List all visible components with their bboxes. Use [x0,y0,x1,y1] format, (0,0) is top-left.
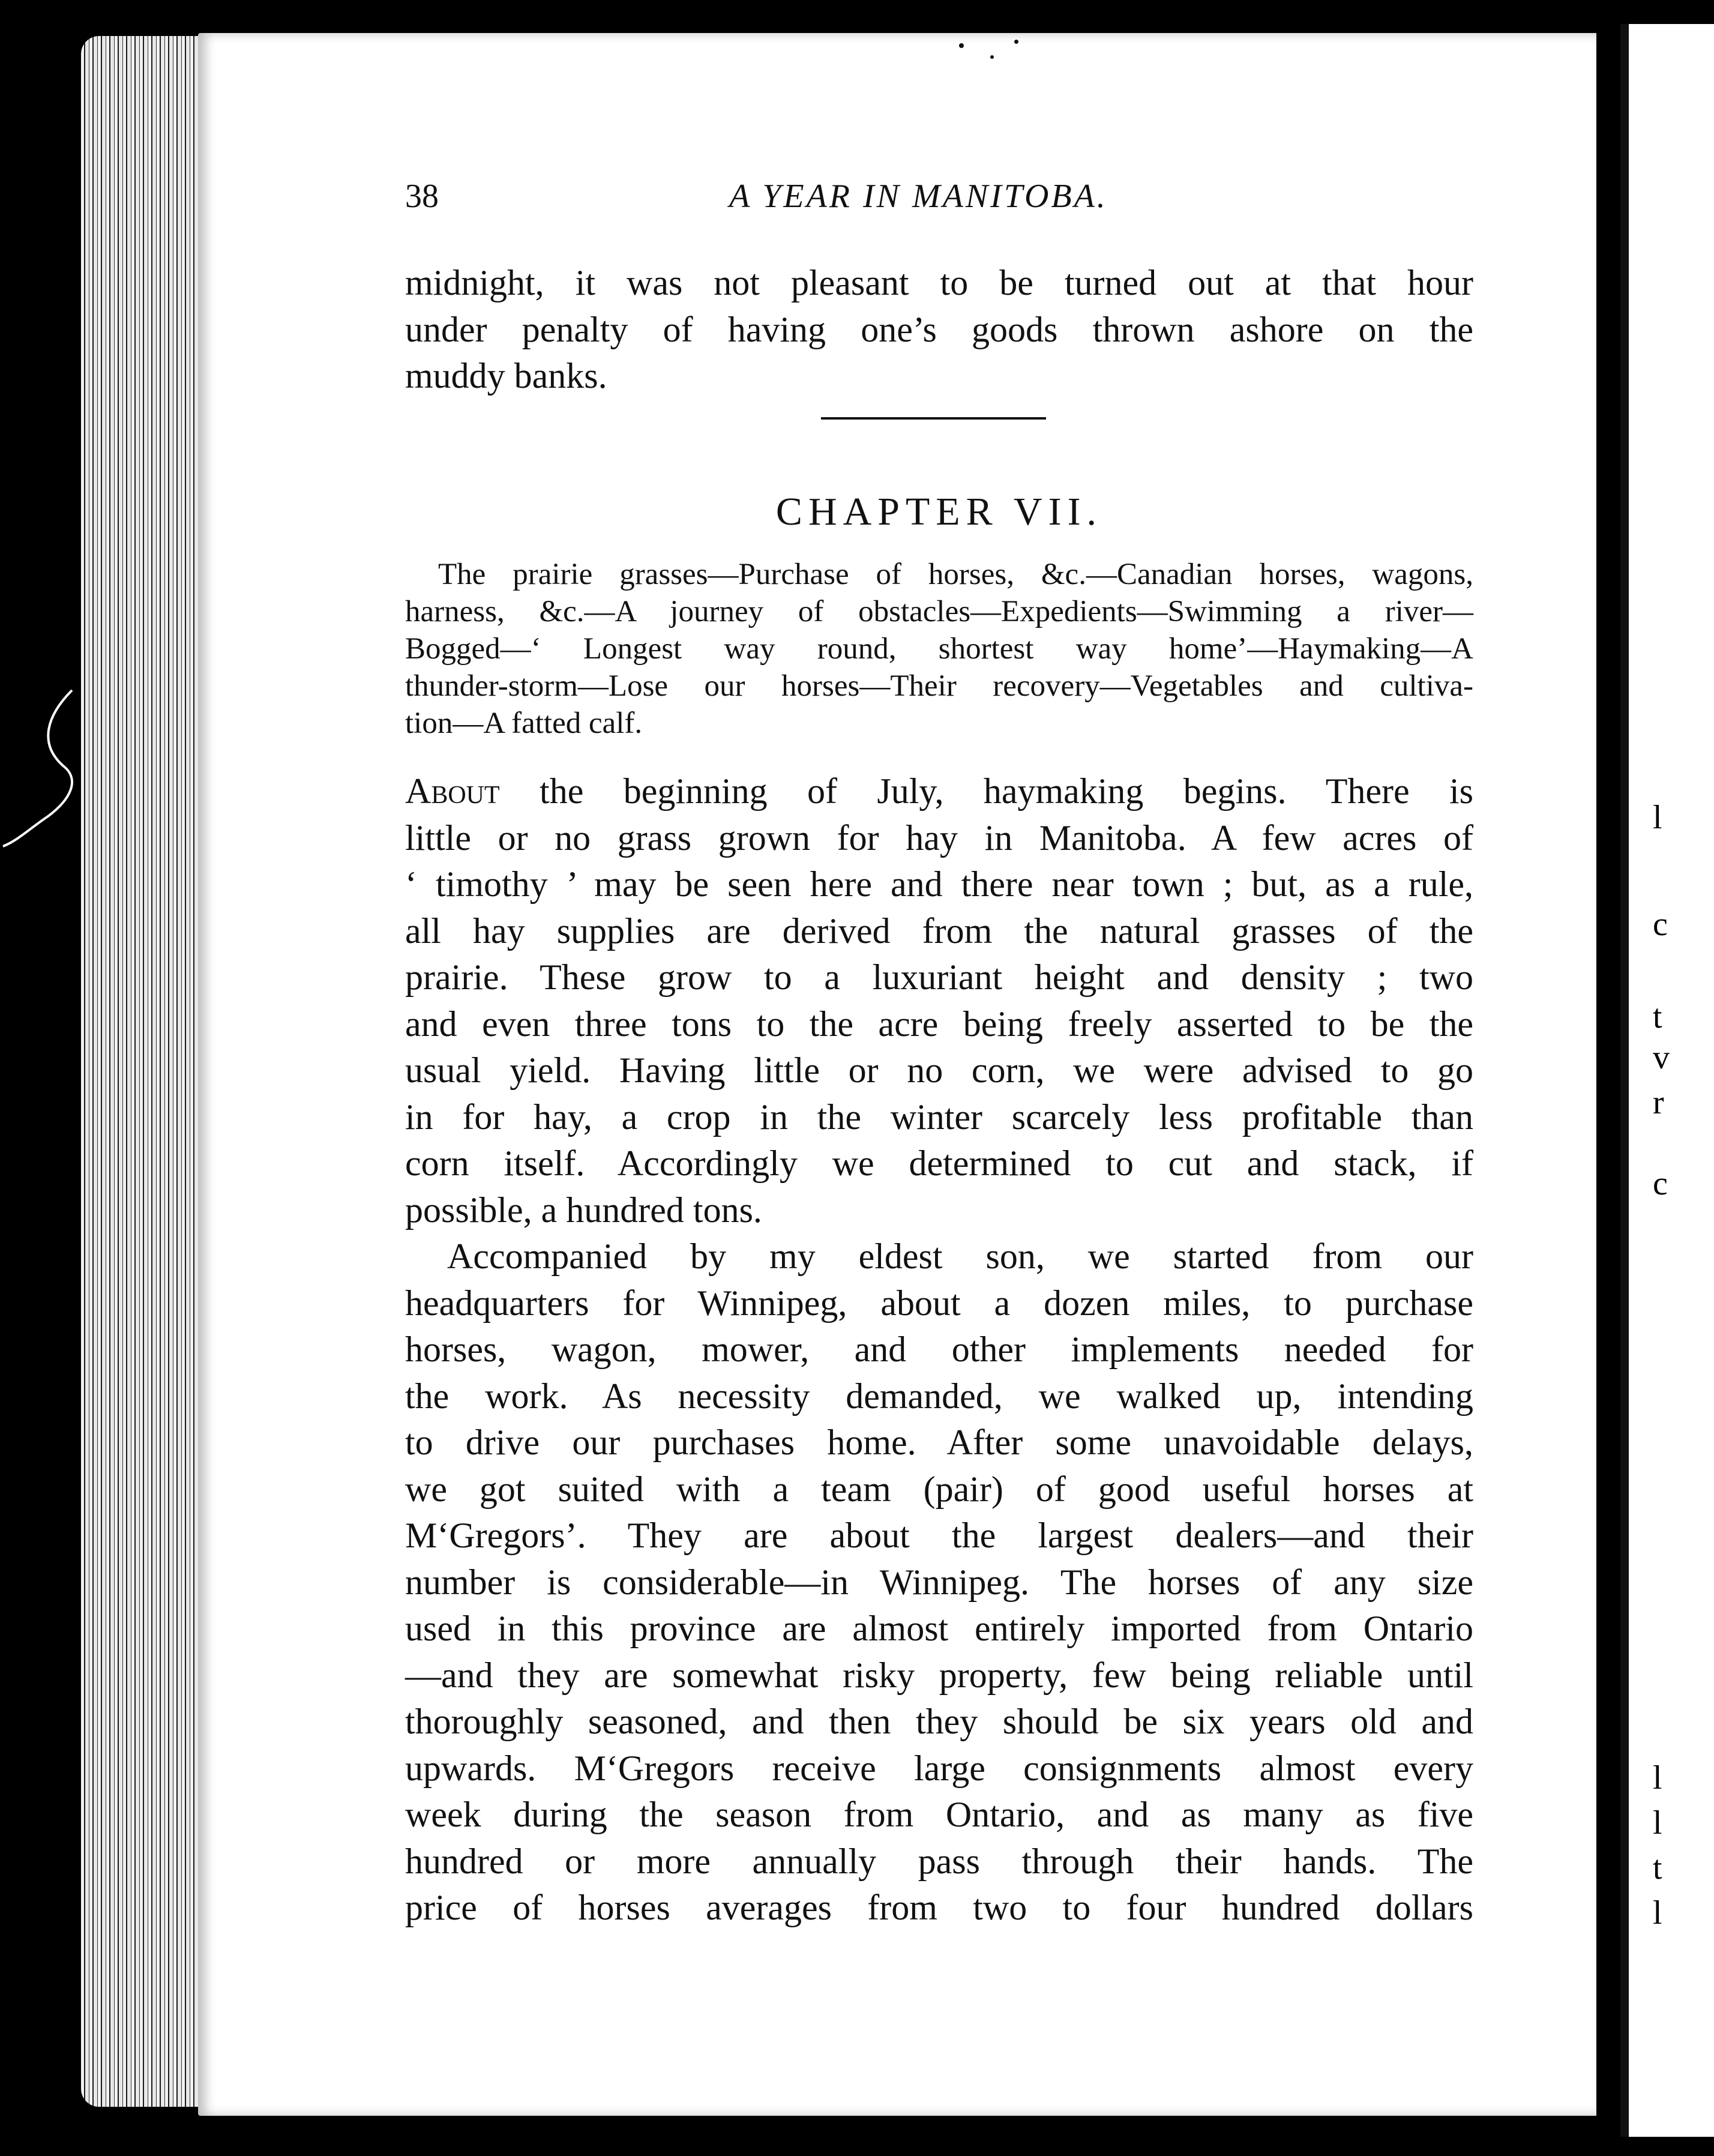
paragraph-purchase-of-horses [405,1233,1473,1932]
text-line: little or no grass grown for hay in Manitoba. A few acres of [405,818,1473,858]
facing-letter: l [1653,799,1662,836]
facing-letter: c [1653,906,1668,943]
facing-letter: c [1653,1165,1668,1202]
page-number: 38 [405,178,439,215]
summary-line: tion—A fatted calf. [405,706,643,740]
facing-letter: l [1653,1804,1662,1841]
chapter-summary [405,556,1473,742]
text-line: ‘ timothy ’ may be seen here and there near town ; but, as a rule, [405,864,1473,904]
text-line: muddy banks. [405,356,607,396]
facing-letter: r [1653,1084,1664,1121]
text-line: prairie. These grow to a luxuriant height and density ; two [405,957,1473,997]
summary-line: The prairie grasses—Purchase of horses, &c.—Canadian horses, wagons, [438,558,1473,591]
carryover-paragraph [405,260,1473,400]
text-line: M‘Gregors’. They are about the largest dealers—and their [405,1516,1473,1555]
facing-letter: t [1653,998,1662,1035]
running-header [405,177,1473,225]
text-line: week during the season from Ontario, and as many as five [405,1795,1473,1834]
text-line: in for hay, a crop in the winter scarcely less profitable than [405,1097,1473,1137]
ink-speck [1014,40,1018,44]
text-line: the work. As necessity demanded, we walked up, intending [405,1376,1473,1416]
section-divider [821,417,1046,420]
text-line: to drive our purchases home. After some unavoidable delays, [405,1423,1473,1462]
text-line: possible, a hundred tons. [405,1190,762,1230]
facing-letter: l [1653,1759,1662,1796]
text-line: all hay supplies are derived from the natural grasses of the [405,911,1473,951]
facing-page-edge [1620,24,1714,2137]
text-line: number is considerable—in Winnipeg. The horses of any size [405,1562,1473,1602]
ink-speck [959,43,964,48]
summary-line: harness, &c.—A journey of obstacles—Expedients—Swimming a river— [405,595,1473,628]
text-fragment: the beginning of July, haymaking begins. There is [499,771,1473,811]
text-line: headquarters for Winnipeg, about a dozen miles, to purchase [405,1283,1473,1323]
running-title: A YEAR IN MANITOBA. [729,178,1108,215]
text-line: we got suited with a team (pair) of good useful horses at [405,1469,1473,1509]
text-line [405,768,1473,815]
text-line: and even three tons to the acre being freely asserted to be the [405,1004,1473,1044]
pencil-mark-icon [0,678,90,858]
paragraph-about-haymaking [405,768,1473,1233]
text-line: price of horses averages from two to four hundred dollars [405,1888,1473,1927]
chapter-title: CHAPTER VII. [775,490,1103,534]
text-line: upwards. M‘Gregors receive large consignments almost every [405,1748,1473,1788]
text-line: hundred or more annually pass through their hands. The [405,1841,1473,1881]
text-line: horses, wagon, mower, and other implements needed for [405,1329,1473,1369]
text-line: usual yield. Having little or no corn, we were advised to go [405,1050,1473,1090]
facing-letter: t [1653,1849,1662,1886]
opening-word: About [405,771,500,811]
text-line: thoroughly seasoned, and then they should be six years old and [405,1702,1473,1741]
ink-speck [990,55,994,59]
summary-line: thunder-storm—Lose our horses—Their recovery—Vegetables and cultiva- [405,669,1473,703]
text-line: used in this province are almost entirely imported from Ontario [405,1609,1473,1648]
text-line: under penalty of having one’s goods thrown ashore on the [405,309,1473,349]
summary-line: Bogged—‘ Longest way round, shortest way home’—Haymaking—A [405,632,1473,666]
text-line: corn itself. Accordingly we determined to cut and stack, if [405,1143,1473,1183]
text-line: —and they are somewhat risky property, few being reliable until [405,1655,1473,1695]
facing-letter: v [1653,1039,1670,1076]
text-line: Accompanied by my eldest son, we started from our [447,1236,1473,1276]
text-line: midnight, it was not pleasant to be turned out at that hour [405,263,1473,303]
facing-letter: l [1653,1894,1662,1932]
